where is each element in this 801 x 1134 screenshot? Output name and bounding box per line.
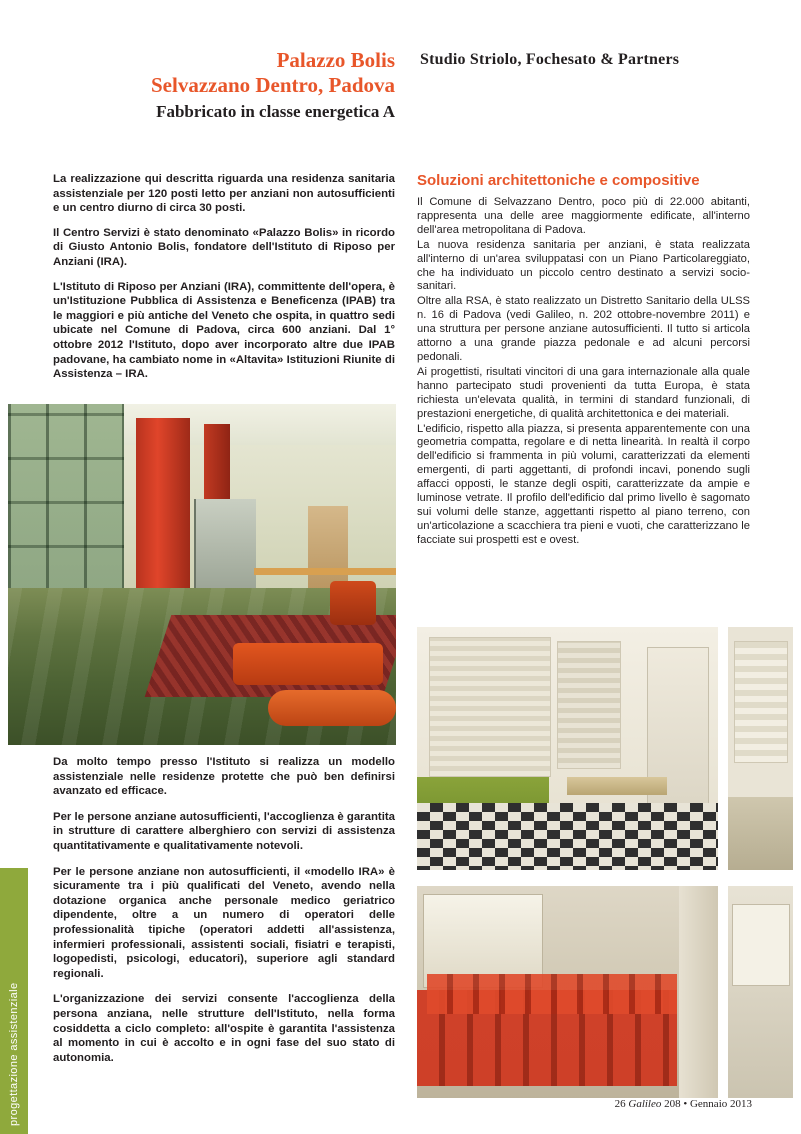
auditorium-red-chairs-photo [417, 886, 718, 1098]
lower-paragraph-3: Per le persone anziane non autosufficienti, il «modello IRA» è sicuramente tra i più qualificati del Veneto, avendo nella dotazione organica anche personale medico geriatrico dipendente, oltre a un numero di operatori delle professionalità tipiche (operatori addetti all'assistenza, infermieri professionali, assistenti sociali, fisiatri e terapisti, logopedisti, psicologi, educatori), superiore agli standard regionali. [53, 865, 395, 980]
studio-credit: Studio Striolo, Fochesato & Partners [420, 51, 680, 68]
common-room-photo [417, 627, 718, 870]
room-window-detail-photo [728, 886, 793, 1098]
photo-window-blind [429, 637, 551, 777]
footer-page-number: 26 [614, 1098, 626, 1110]
footer-date: Gennaio 2013 [689, 1098, 752, 1110]
page-footer [615, 1098, 752, 1110]
lower-paragraph-2: Per le persone anziane autosufficienti, l'accoglienza è garantita in strutture di carattere alberghiero con servizi di assistenza quantitativamente e qualitativamente notevoli. [53, 810, 395, 852]
title-line-2: Selvazzano Dentro, Padova [150, 73, 395, 97]
footer-separator: • [683, 1098, 688, 1110]
right-paragraph-2: La nuova residenza sanitaria per anziani, è stata realizzata all'interno di un'area sviluppatasi con un Piano Particolareggiato, che ha individuato un piccolo centro destinato a servizi socio-sanitari. [417, 238, 750, 293]
photo-table [567, 777, 667, 795]
photo-window [732, 904, 790, 986]
photo-window [734, 641, 788, 763]
photo-handrail [254, 568, 396, 575]
photo-seat-rows-back [427, 974, 677, 1014]
footer-journal: Galileo [628, 1098, 662, 1110]
section-tab [0, 868, 28, 1134]
atrium-interior-photo [8, 404, 396, 745]
photo-checkered-floor [417, 803, 718, 870]
photo-floor [728, 797, 793, 870]
lower-left-column [53, 755, 395, 1076]
left-paragraph-1: La realizzazione qui descritta riguarda una residenza sanitaria assistenziale per 120 posti letto per anziani non autosufficienti e un centro diurno di circa 30 posti. [53, 173, 395, 215]
page-header [50, 48, 750, 140]
lower-paragraph-4: L'organizzazione dei servizi consente l'accoglienza della persona anziana, nelle strutture dell'Istituto, nella forma cosiddetta a ciclo completo: all'ospite è garantita l'assistenza al momento in cui è accolto e in ogni fase del suo stato di autonomia. [53, 993, 395, 1064]
photo-armchair [330, 581, 376, 625]
photo-glass-facade [8, 404, 124, 592]
right-column [417, 172, 750, 549]
photo-sofa-lower [268, 690, 396, 726]
page-title [50, 48, 395, 98]
right-paragraph-3: Oltre alla RSA, è stato realizzato un Distretto Sanitario della ULSS n. 16 di Padova (vedi Galileo, n. 202 ottobre-novembre 2011) e una struttura per persone anziane autosufficienti. Il tutto si articola attorno a una grande piazza pedonale e ad alcuni percorsi pedonali. [417, 295, 750, 363]
section-heading: Soluzioni architettoniche e compositive [417, 172, 700, 189]
photo-window-blind-secondary [557, 641, 621, 769]
photo-red-column [136, 418, 190, 595]
right-paragraph-5: L'edificio, rispetto alla piazza, si presenta apparentemente con una geometria compatta, regolare e di netta linearità. In realtà il corpo dell'edificio si frammenta in più volumi, caratterizzati da elementi emergenti, di parti aggettanti, di profondi incavi, ponendo sugli affacci opposti, le stanze degli ospiti, caratterizzate da ampie e luminose vetrate. Il profilo dell'edificio dal primo livello è sagomato sui volumi delle stanze, aggettanti rispetto al piano terreno, con un'articolazione a scacchiera tra pieni e vuoti, che caratterizzano le facciate sui prospetti est e ovest. [417, 422, 750, 546]
page-subtitle: Fabbricato in classe energetica A [156, 102, 395, 121]
left-column [53, 172, 395, 392]
photo-sofa-upper [233, 643, 383, 685]
lower-paragraph-1: Da molto tempo presso l'Istituto si realizza un modello assistenziale nelle residenze protette che può ben definirsi avanzato ed efficace. [53, 756, 395, 798]
left-paragraph-2: Il Centro Servizi è stato denominato «Palazzo Bolis» in ricordo di Giusto Antonio Bolis, fondatore dell'Istituto di Riposo per Anziani (IRA). [53, 226, 395, 268]
photo-column [679, 886, 718, 1098]
photo-elevator [194, 499, 256, 594]
title-block [50, 48, 395, 123]
section-tab-label: progettazione assistenziale [8, 982, 20, 1126]
footer-issue: 208 [664, 1098, 681, 1110]
right-paragraph-1: Il Comune di Selvazzano Dentro, poco più di 22.000 abitanti, rappresenta una delle aree maggiormente edificate, all'interno dell'area metropolitana di Padova. [417, 196, 750, 236]
corridor-detail-photo [728, 627, 793, 870]
right-paragraph-4: Ai progettisti, risultati vincitori di una gara internazionale alla quale hanno partecipato studi provenienti da tutta Europa, è stata richiesta un'elevata qualità, in termini di standard funzionali, di prestazioni energetiche, di qualità architettonica e dei materiali. [417, 365, 750, 420]
left-paragraph-3: L'Istituto di Riposo per Anziani (IRA), committente dell'opera, è un'Istituzione Pubblica di Assistenza e Beneficenza (IPAB) tra le maggiori e più antiche del Veneto che ospita, in quattro sedi ubicate nel Comune di Padova, circa 600 anziani. Dal 1° ottobre 2012 l'Istituto, dopo aver incorporato altre due IPAB padovane, ha cambiato nome in «Altavita» Istituzioni Riunite di Assistenza – IRA. [53, 280, 395, 381]
title-line-1: Palazzo Bolis [276, 48, 395, 72]
